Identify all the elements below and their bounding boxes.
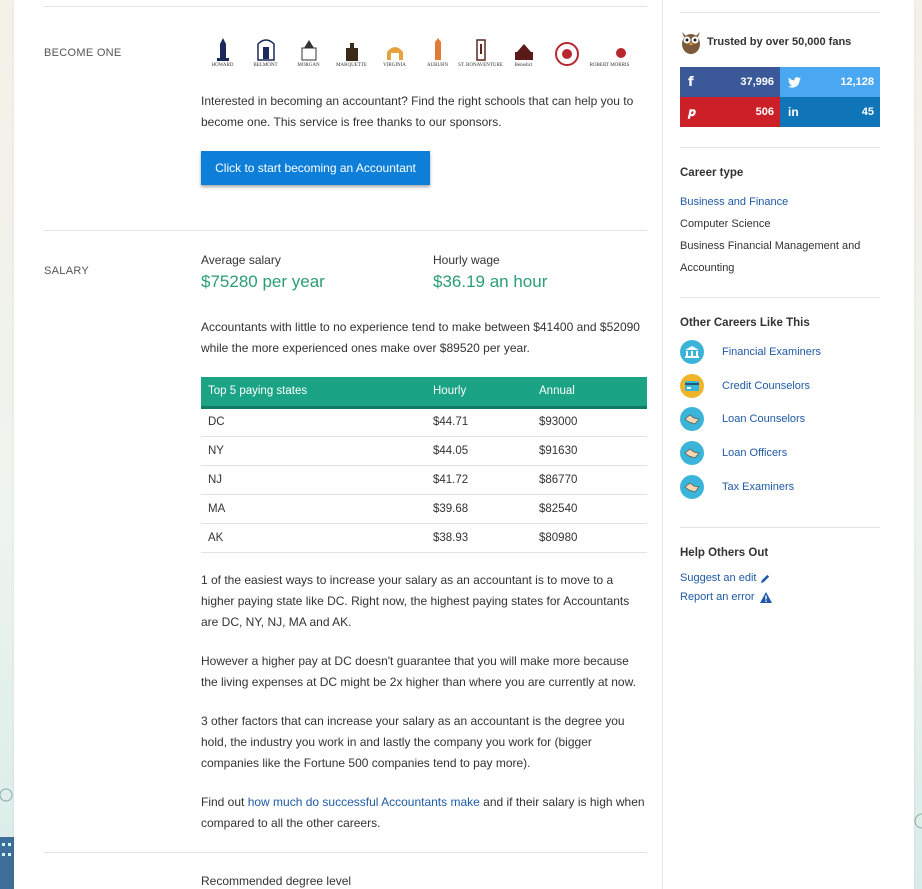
- facebook-share-button[interactable]: [680, 67, 780, 97]
- pinterest-share-button[interactable]: [680, 97, 780, 127]
- main-content: [44, 0, 662, 889]
- report-error-label[interactable]: Report an error: [680, 591, 755, 603]
- background-city-illustration: [0, 779, 14, 889]
- hourly-wage-label: Hourly wage: [433, 253, 500, 267]
- paragraph-post: and if their salary is high when compared to all the other careers.: [201, 795, 645, 830]
- sidebar: [680, 0, 880, 889]
- annual-cell: $80980: [532, 523, 647, 552]
- hourly-cell: $41.72: [426, 465, 532, 494]
- business-finance-link[interactable]: Business and Finance: [680, 196, 789, 208]
- top-paying-states-table: [201, 377, 647, 553]
- annual-cell: $86770: [532, 465, 647, 494]
- salary-paragraph-3: [201, 711, 647, 774]
- virginia-logo[interactable]: VIRGINIA: [376, 32, 413, 68]
- annual-cell: $82540: [532, 494, 647, 523]
- recommended-degree-label: Recommended degree level: [201, 874, 352, 888]
- bank-icon: [680, 340, 704, 364]
- help-others-heading: Help Others Out: [680, 547, 769, 559]
- divider: [680, 527, 880, 528]
- annual-cell: $93000: [532, 407, 647, 436]
- career-link-label[interactable]: Loan Counselors: [722, 413, 806, 425]
- career-link-tax-examiners[interactable]: [680, 475, 794, 499]
- career-link-credit-counselors[interactable]: [680, 374, 810, 398]
- annual-cell: $91630: [532, 436, 647, 465]
- other-careers-heading: Other Careers Like This: [680, 317, 810, 329]
- twitter-icon: [788, 77, 801, 88]
- linkedin-icon: in: [788, 105, 799, 119]
- pencil-icon: [760, 573, 771, 584]
- header-annual: Annual: [532, 377, 647, 407]
- state-cell: MA: [201, 494, 426, 523]
- suggest-edit-label[interactable]: Suggest an edit: [680, 572, 757, 584]
- pinterest-count: 506: [755, 106, 774, 118]
- table-row: [201, 407, 647, 436]
- facebook-icon: f: [688, 74, 694, 90]
- average-salary-label: Average salary: [201, 253, 281, 267]
- hourly-cell: $44.05: [426, 436, 532, 465]
- paragraph-text: 3 other factors that can increase your salary as an accountant is the degree you hold, the industry you work in and lastly the company you work for (bigger companies like the Fortune 500 companies tend to pay more).: [201, 714, 625, 770]
- auburn-logo[interactable]: AUBURN: [419, 32, 456, 68]
- suggest-edit-link[interactable]: [680, 572, 771, 584]
- state-cell: DC: [201, 407, 426, 436]
- twitter-count: 12,128: [840, 76, 874, 88]
- start-becoming-accountant-button[interactable]: Click to start becoming an Accountant: [201, 151, 430, 185]
- career-type-item: Business Financial Management and Accounting: [680, 240, 861, 274]
- career-link-loan-counselors[interactable]: [680, 407, 805, 431]
- social-share: [680, 67, 880, 127]
- handshake-icon: [680, 441, 704, 465]
- career-link-label[interactable]: Financial Examiners: [722, 346, 822, 358]
- career-type-heading: Career type: [680, 167, 744, 179]
- average-salary-value: $75280 per year: [201, 272, 325, 291]
- career-link-financial-examiners[interactable]: [680, 340, 821, 364]
- salary-paragraph-1: [201, 570, 647, 633]
- pinterest-icon: 𝒑: [688, 104, 696, 119]
- divider: [680, 12, 880, 13]
- become-one-intro: Interested in becoming an accountant? Find the right schools that can help you to become one. This service is free thanks to our sponsors.: [201, 94, 634, 129]
- divider: [44, 230, 647, 231]
- state-cell: NY: [201, 436, 426, 465]
- hourly-wage-value: $36.19 an hour: [433, 272, 548, 291]
- howard-logo[interactable]: HOWARD: [204, 32, 241, 68]
- seal-logo[interactable]: [548, 32, 585, 68]
- warning-icon: [760, 592, 772, 603]
- career-type-list: [680, 191, 870, 279]
- handshake-icon: [680, 475, 704, 499]
- experience-text: Accountants with little to no experience tend to make between $41400 and $52090 while the more experienced ones make over $89520 per year.: [201, 320, 640, 355]
- paragraph-pre: Find out: [201, 795, 248, 809]
- experience-block: [201, 317, 647, 359]
- table-row: [201, 465, 647, 494]
- table-row: [201, 436, 647, 465]
- career-link-label[interactable]: Credit Counselors: [722, 380, 811, 392]
- average-salary-block: [201, 253, 431, 292]
- paragraph-text: [201, 792, 647, 834]
- column-divider: [662, 0, 663, 889]
- twitter-share-button[interactable]: [780, 67, 880, 97]
- career-link-label[interactable]: Tax Examiners: [722, 481, 795, 493]
- successful-accountants-link[interactable]: how much do successful Accountants make: [247, 795, 480, 809]
- degree-level-block: [201, 874, 647, 888]
- trusted-banner: [680, 30, 851, 54]
- hourly-cell: $39.68: [426, 494, 532, 523]
- marquette-logo[interactable]: MARQUETTE: [333, 32, 370, 68]
- divider: [44, 6, 647, 7]
- school-logos: [204, 32, 628, 68]
- linkedin-count: 45: [861, 106, 874, 118]
- table-row: [201, 494, 647, 523]
- table-row: [201, 523, 647, 552]
- divider: [44, 852, 647, 853]
- salary-paragraph-4: [201, 792, 647, 834]
- state-cell: NJ: [201, 465, 426, 494]
- credit-card-icon: [680, 374, 704, 398]
- page-card: [14, 0, 914, 889]
- become-one-label: BECOME ONE: [44, 47, 122, 59]
- divider: [680, 297, 880, 298]
- career-link-loan-officers[interactable]: [680, 441, 787, 465]
- hourly-wage-block: [433, 253, 647, 292]
- linkedin-share-button[interactable]: [780, 97, 880, 127]
- owl-icon: [680, 30, 702, 54]
- benedict-logo[interactable]: Benedict: [505, 32, 542, 68]
- hourly-cell: $44.71: [426, 407, 532, 436]
- divider: [680, 147, 880, 148]
- robert-morris-logo[interactable]: ROBERT MORRIS: [591, 32, 628, 68]
- paragraph-text: 1 of the easiest ways to increase your salary as an accountant is to move to a higher paying state like DC. Right now, the highest paying states for Accountants are DC, NY, NJ, MA and AK.: [201, 573, 630, 629]
- paragraph-text: However a higher pay at DC doesn't guarantee that you will make more because the living expenses at DC might be 2x higher than where you are currently at now.: [201, 654, 636, 689]
- header-state: Top 5 paying states: [201, 377, 426, 407]
- trusted-text: Trusted by over 50,000 fans: [707, 36, 852, 48]
- career-link-label[interactable]: Loan Officers: [722, 447, 788, 459]
- report-error-link[interactable]: [680, 591, 772, 603]
- table-header-row: [201, 377, 647, 407]
- hourly-cell: $38.93: [426, 523, 532, 552]
- st-bonaventure-logo[interactable]: ST. BONAVENTURE: [462, 32, 499, 68]
- facebook-count: 37,996: [740, 76, 774, 88]
- state-cell: AK: [201, 523, 426, 552]
- handshake-icon: [680, 407, 704, 431]
- salary-paragraph-2: [201, 651, 647, 693]
- become-one-intro-block: [201, 91, 647, 133]
- career-type-item: Computer Science: [680, 218, 771, 230]
- salary-label: SALARY: [44, 265, 90, 277]
- belmont-logo[interactable]: BELMONT: [247, 32, 284, 68]
- header-hourly: Hourly: [426, 377, 532, 407]
- morgan-logo[interactable]: MORGAN: [290, 32, 327, 68]
